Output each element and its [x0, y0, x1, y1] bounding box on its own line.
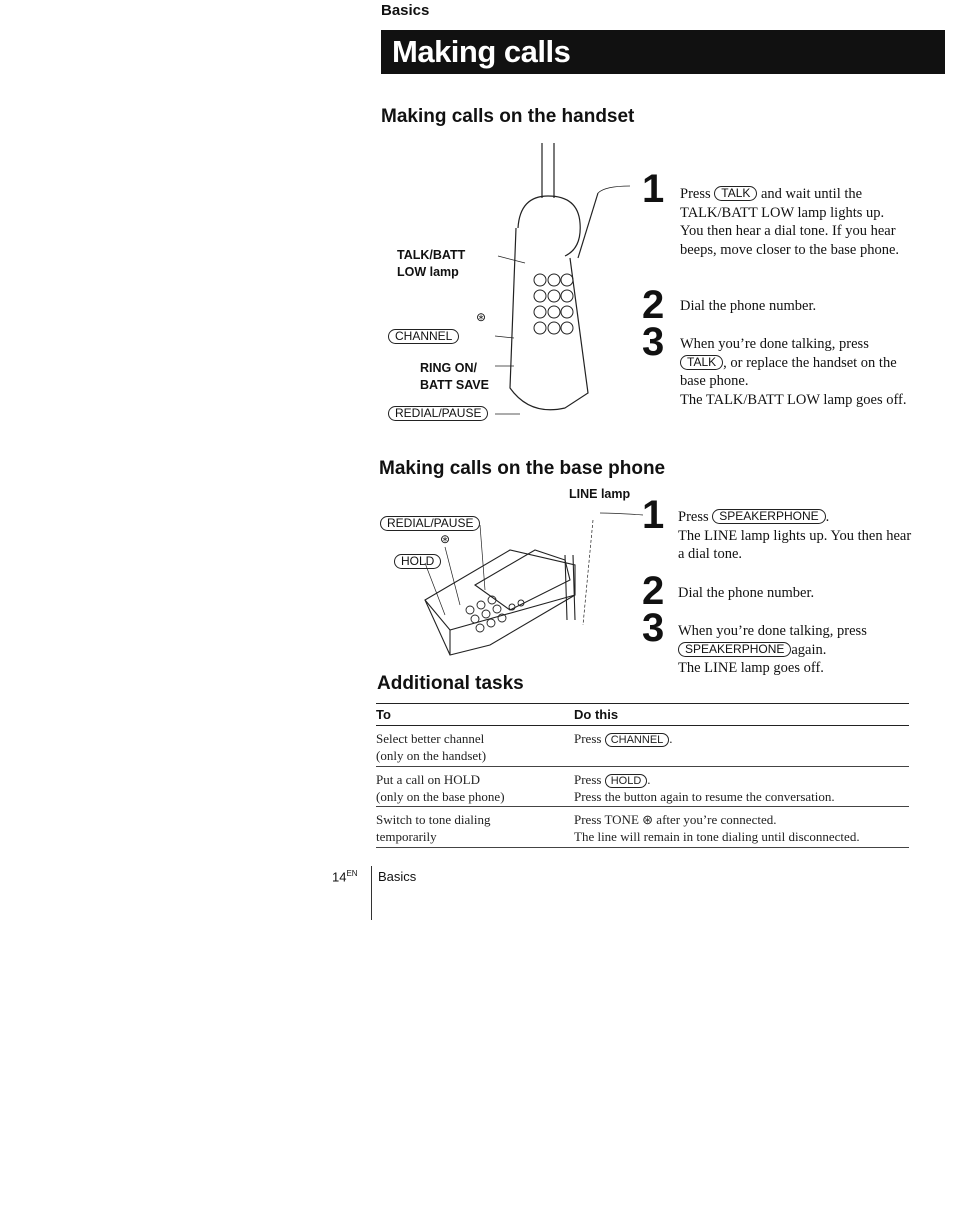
- speakerphone-key: SPEAKERPHONE: [712, 509, 825, 524]
- table-header: [376, 703, 909, 726]
- row-to-line1: Select better channel: [376, 731, 485, 746]
- channel-key-callout: [388, 328, 459, 346]
- hold-key: HOLD: [605, 774, 648, 788]
- row-to-line2: temporarily: [376, 829, 437, 844]
- ring-line1: RING ON/: [420, 361, 477, 375]
- base-heading: Making calls on the base phone: [379, 458, 666, 479]
- speakerphone-key: SPEAKERPHONE: [678, 642, 791, 657]
- handset-step-2-num: 2: [642, 283, 665, 327]
- row-do: [574, 811, 909, 845]
- row-to: [376, 730, 566, 764]
- channel-key: CHANNEL: [605, 733, 670, 747]
- base-step-3-num: 3: [642, 606, 665, 650]
- handset-step-1-post: and wait until the TALK/BATT LOW lamp lights up. You then hear a dial tone. If you hear beeps, move closer to the base phone.: [680, 186, 900, 258]
- page-number-sup: EN: [346, 869, 358, 878]
- handset-step-3-note: The TALK/BATT LOW lamp goes off.: [680, 391, 907, 408]
- line-lamp-callout: LINE lamp: [569, 487, 631, 501]
- ring-line2: BATT SAVE: [420, 378, 489, 392]
- handset-step-1-pre: Press: [680, 186, 711, 202]
- row-do-post: .: [669, 731, 673, 746]
- base-step-2-num: 2: [642, 569, 665, 613]
- handset-step-2-text: Dial the phone number.: [680, 298, 817, 314]
- handset-step-1-num: 1: [642, 167, 665, 211]
- handset-step-3-pre: When you’re done talking, press: [680, 336, 869, 352]
- row-do-line2: The line will remain in tone dialing until disconnected.: [574, 829, 860, 844]
- handset-step-3-num: 3: [642, 320, 665, 364]
- base-step-3-note: The LINE lamp goes off.: [678, 660, 824, 676]
- row-do-post: .: [647, 772, 651, 787]
- footer-section: Basics: [378, 869, 417, 884]
- section-label: Basics: [381, 2, 430, 19]
- base-redial-key: REDIAL/PAUSE: [380, 516, 480, 531]
- base-step-3-text: [678, 622, 918, 678]
- page-number: [332, 869, 358, 884]
- row-do: [574, 771, 909, 805]
- tone-star-icon: ⊛: [642, 812, 654, 827]
- handset-step-3-post: , or replace the handset on the base phone.: [680, 354, 897, 389]
- talk-batt-line1: TALK/BATT: [397, 248, 466, 262]
- hold-key: HOLD: [394, 554, 441, 569]
- row-to-line2: (only on the handset): [376, 748, 487, 763]
- col-to: To: [376, 707, 391, 722]
- col-do-this: Do this: [574, 707, 619, 722]
- tasks-table: [376, 703, 909, 848]
- base-step-2-text: Dial the phone number.: [678, 585, 815, 601]
- base-step-1-num: 1: [642, 493, 665, 537]
- row-to-line2: (only on the base phone): [376, 789, 505, 804]
- footer-divider: [371, 866, 372, 920]
- talk-key: TALK: [680, 355, 723, 370]
- base-step-1-pre: Press: [678, 509, 709, 525]
- redial-key-callout: [388, 405, 488, 423]
- handset-heading: Making calls on the handset: [381, 106, 635, 127]
- row-to-line1: Put a call on HOLD: [376, 772, 480, 787]
- base-step-1-note: The LINE lamp lights up. You then hear a dial tone.: [678, 527, 912, 562]
- row-do-pre: Press TONE: [574, 812, 639, 827]
- base-step-3-post: again.: [791, 641, 827, 658]
- table-row: [376, 726, 909, 767]
- base-phone-illustration: [415, 505, 645, 665]
- ring-batt-callout: [420, 360, 489, 394]
- base-step-1-post: .: [825, 509, 830, 525]
- row-to: [376, 811, 566, 845]
- row-to-line1: Switch to tone dialing: [376, 812, 491, 827]
- row-do-pre: Press: [574, 772, 602, 787]
- base-step-1-text: [678, 508, 918, 564]
- table-row: [376, 767, 909, 807]
- base-step-3-pre: When you’re done talking, press: [678, 623, 867, 639]
- row-to: [376, 771, 566, 805]
- tasks-heading: Additional tasks: [377, 673, 524, 694]
- page-number-value: 14: [332, 869, 347, 885]
- row-do-line2: Press the button again to resume the conversation.: [574, 789, 835, 804]
- talk-batt-callout: [397, 247, 465, 281]
- page-title: Making calls: [392, 34, 571, 69]
- talk-key: TALK: [714, 186, 757, 201]
- base-tone-star-icon: ⊛: [440, 532, 451, 546]
- row-do-post: after you’re connected.: [656, 812, 777, 827]
- handset-illustration: [470, 138, 640, 428]
- channel-key: CHANNEL: [388, 329, 459, 344]
- handset-step-3-text: [680, 335, 910, 409]
- handset-step-1-text: [680, 185, 910, 259]
- row-do-pre: Press: [574, 731, 602, 746]
- table-row: [376, 807, 909, 848]
- redial-key: REDIAL/PAUSE: [388, 406, 488, 421]
- tone-star-icon: ⊛: [476, 310, 487, 324]
- talk-batt-line2: LOW lamp: [397, 265, 459, 279]
- row-do: [574, 730, 909, 747]
